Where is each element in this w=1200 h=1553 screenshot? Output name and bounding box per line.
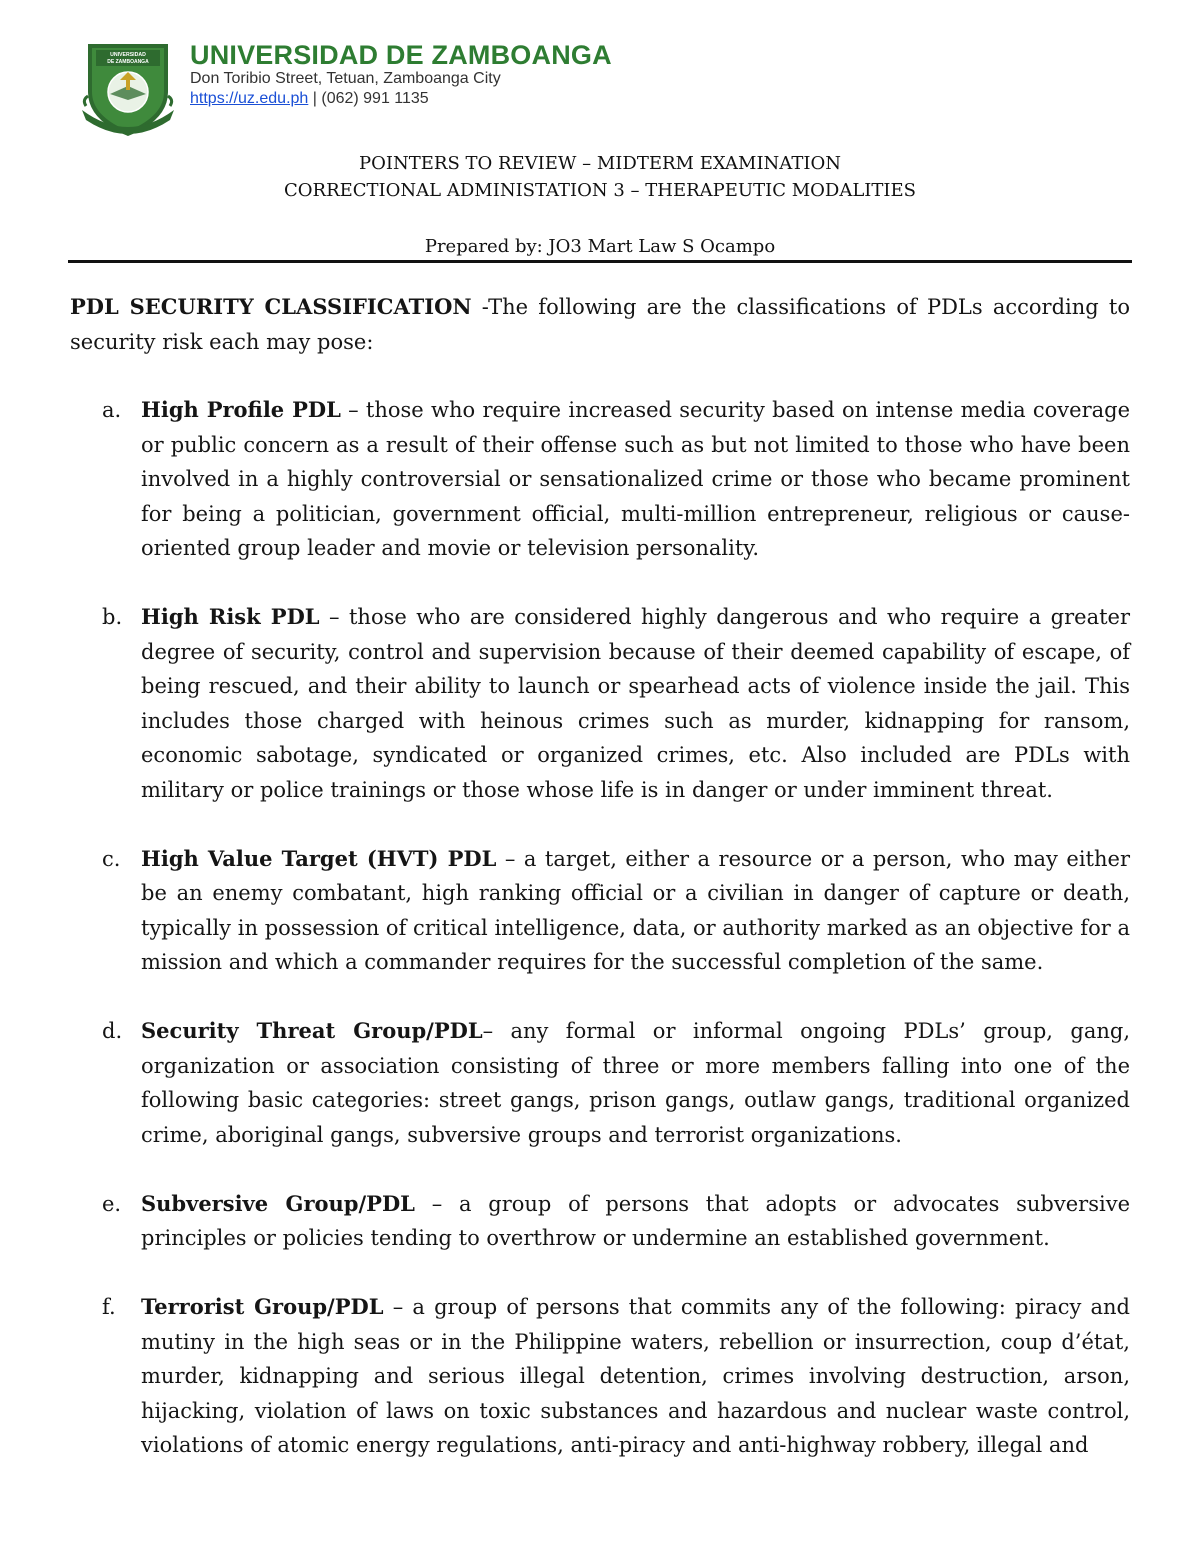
classification-term: High Profile PDL [141, 397, 341, 422]
section-heading: PDL SECURITY CLASSIFICATION [70, 294, 472, 319]
classification-term: Subversive Group/PDL [141, 1190, 415, 1216]
classification-term: High Value Target (HVT) PDL [141, 845, 497, 871]
list-marker: f. [102, 1295, 116, 1319]
university-name: UNIVERSIDAD DE ZAMBOANGA [190, 40, 612, 70]
svg-text:DE ZAMBOANGA: DE ZAMBOANGA [107, 59, 149, 65]
header-divider [68, 260, 1132, 263]
prepared-by: Prepared by: JO3 Mart Law S Ocampo [424, 236, 776, 257]
classification-text: – any formal or informal ongoing PDLs’ group, gang, organization or association consisting of three or more members falling into one of the following basic categories: street gangs, prison gangs, outlaw gangs, traditional organized crime, aboriginal gangs, subversive groups and terrorist organizations. [141, 1019, 1130, 1147]
list-item [70, 600, 1130, 807]
list-marker: e. [102, 1191, 122, 1216]
list-marker: c. [102, 846, 121, 871]
university-address: Don Toribio Street, Tetuan, Zamboanga City [190, 70, 501, 87]
classification-text: – a group of persons that adopts or advocates subversive principles or policies tending to overthrow or undermine an established government. [141, 1191, 1130, 1250]
list-item [70, 393, 1130, 566]
contact-separator: | [308, 90, 322, 107]
classification-term: Security Threat Group/PDL [141, 1018, 483, 1043]
classification-term: High Risk PDL [141, 604, 320, 629]
section-intro [70, 290, 1130, 359]
list-item [70, 1290, 1130, 1463]
classification-list [70, 393, 1130, 1463]
list-marker: d. [102, 1019, 123, 1043]
classification-term: Terrorist Group/PDL [141, 1294, 384, 1319]
svg-text:UNIVERSIDAD: UNIVERSIDAD [110, 52, 146, 58]
university-contact [190, 90, 429, 108]
list-item [70, 842, 1130, 980]
classification-text: – a group of persons that commits any of the following: piracy and mutiny in the high seas or in the Philippine waters, rebellion or insurrection, coup d’état, murder, kidnapping and serious illegal detention, crimes involving destruction, arson, hijacking, violation of laws on toxic substances and hazardous and nuclear waste control, violations of atomic energy regulations, anti-piracy and anti-highway robbery, illegal and [141, 1295, 1130, 1457]
classification-text: – those who are considered highly dangerous and who require a greater degree of security, control and supervision because of their deemed capability of escape, of being rescued, and their ability to launch or spearhead acts of violence inside the jail. This includes those charged with heinous crimes such as murder, kidnapping for ransom, economic sabotage, syndicated or organized crimes, etc. Also included are PDLs with military or police trainings or those whose life is in danger or under imminent threat. [141, 605, 1130, 802]
list-marker: b. [102, 605, 123, 629]
university-logo [80, 40, 176, 140]
list-item [70, 1187, 1130, 1256]
phone-number: (062) 991 1135 [321, 90, 429, 107]
website-link[interactable]: https://uz.edu.ph [190, 90, 309, 107]
classification-text: – a target, either a resource or a person, who may either be an enemy combatant, high ranking official or a civilian in danger of capture or death, typically in possession of critical intelligence, data, or authority marked as an objective for a mission and which a commander requires for the successful completion of the same. [141, 846, 1130, 974]
classification-text: – those who require increased security based on intense media coverage or public concern as a result of their offense such as but not limited to those who have been involved in a highly controversial or sensationalized crime or those who became prominent for being a politician, government official, multi-million entrepreneur, religious or cause-oriented group leader and movie or television personality. [141, 398, 1130, 560]
document-body [70, 290, 1130, 1497]
section-intro-text: -The following are the classifications of PDLs according to security risk each may pose: [70, 295, 1131, 354]
list-marker: a. [102, 398, 122, 422]
document-title-line-2: CORRECTIONAL ADMINISTATION 3 – THERAPEUTIC MODALITIES [284, 180, 916, 201]
list-item [70, 1014, 1130, 1152]
document-title-line-1: POINTERS TO REVIEW – MIDTERM EXAMINATION [359, 153, 841, 174]
